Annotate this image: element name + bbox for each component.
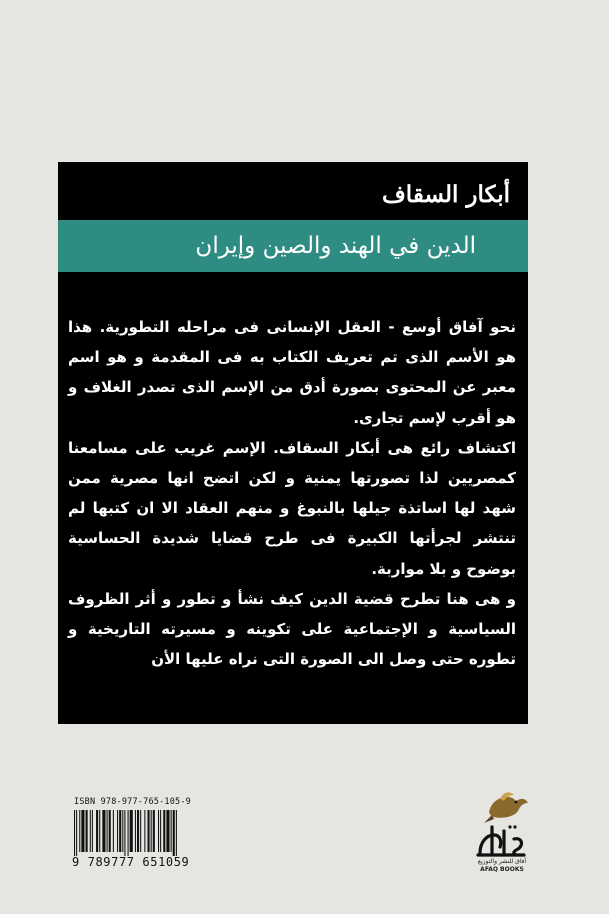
title-band	[58, 220, 528, 272]
barcode-bar	[90, 810, 91, 852]
blurb-paragraph: اكتشاف رائع هى أبكار السقاف. الإسم غريب على مسامعنا كمصريين لذا تصورتها يمنية و لكن اتضح انها مصرية ممن شهد لها اساتذة جيلها بالنبوغ و منهم العقاد الا ان كتبها لم تنتشر لجرأتها الكبيرة فى طرح قضايا شديدة الحساسية بوضوح و بلا مواربة.	[68, 438, 516, 578]
barcode-digits: 9 789777 651059	[72, 855, 190, 869]
barcode-bar	[158, 810, 159, 852]
barcode-bar	[74, 810, 75, 856]
barcode-bar	[151, 810, 152, 852]
barcode-bar	[102, 810, 105, 852]
barcode-bar	[160, 810, 161, 852]
barcode-bar	[144, 810, 145, 852]
barcode-bar	[81, 810, 84, 852]
barcode-bar	[148, 810, 150, 852]
barcode-bar	[163, 810, 165, 852]
barcode-bar	[76, 810, 77, 856]
book-title: الدين في الهند والصين وإيران	[195, 233, 476, 259]
barcode-bar	[153, 810, 155, 852]
barcode-bar	[109, 810, 111, 852]
isbn-barcode-block	[72, 797, 198, 869]
blurb-paragraph: نحو آفاق أوسع - العقل الإنسانى فى مراحله التطورية. هذا هو الأسم الذى تم تعريف الكتاب به فى المقدمة و هو اسم معبر عن المحتوى بصورة أدق من الإسم الذى تصدر الغلاف و هو أقرب لإسم تجارى.	[68, 318, 516, 427]
barcode-bar	[166, 810, 169, 852]
barcode-bar	[113, 810, 114, 852]
publisher-name-english: AFAQ BOOKS	[480, 866, 524, 873]
barcode-bar	[79, 810, 80, 852]
barcode-bar	[96, 810, 98, 852]
barcode-bar	[86, 810, 88, 852]
barcode-bar	[128, 810, 129, 856]
barcode-bar	[117, 810, 118, 852]
barcode-bar	[135, 810, 136, 852]
barcode-bar	[99, 810, 100, 852]
isbn-label: ISBN 978-977-765-105-9	[74, 797, 191, 807]
blurb-paragraph: و هى هنا تطرح قضية الدين كيف نشأ و تطور و أثر الظروف السياسية و الإجتماعية على تكوينه و مسيرته التاريخية و تطوره حتى وصل الى الصورة التى نراه عليها الأن	[68, 589, 516, 669]
barcode-bar	[171, 810, 172, 852]
barcode	[72, 810, 198, 856]
barcode-bar	[130, 810, 133, 852]
afaq-calligraphy-logo	[478, 825, 524, 855]
barcode-bar	[137, 810, 139, 852]
bird-icon	[484, 792, 528, 823]
author-name: أبكار السقاف	[381, 181, 510, 208]
barcode-bar	[124, 810, 125, 856]
barcode-bar	[122, 810, 123, 852]
barcode-bar	[119, 810, 121, 852]
blurb-panel	[58, 162, 528, 724]
barcode-bar	[176, 810, 177, 856]
blurb-text	[68, 312, 516, 674]
barcode-bar	[107, 810, 108, 852]
barcode-bar	[173, 810, 175, 856]
barcode-bar	[92, 810, 93, 852]
publisher-name-arabic: آفاق للنشر والتوزيع	[477, 858, 527, 865]
barcode-bar	[140, 810, 141, 852]
